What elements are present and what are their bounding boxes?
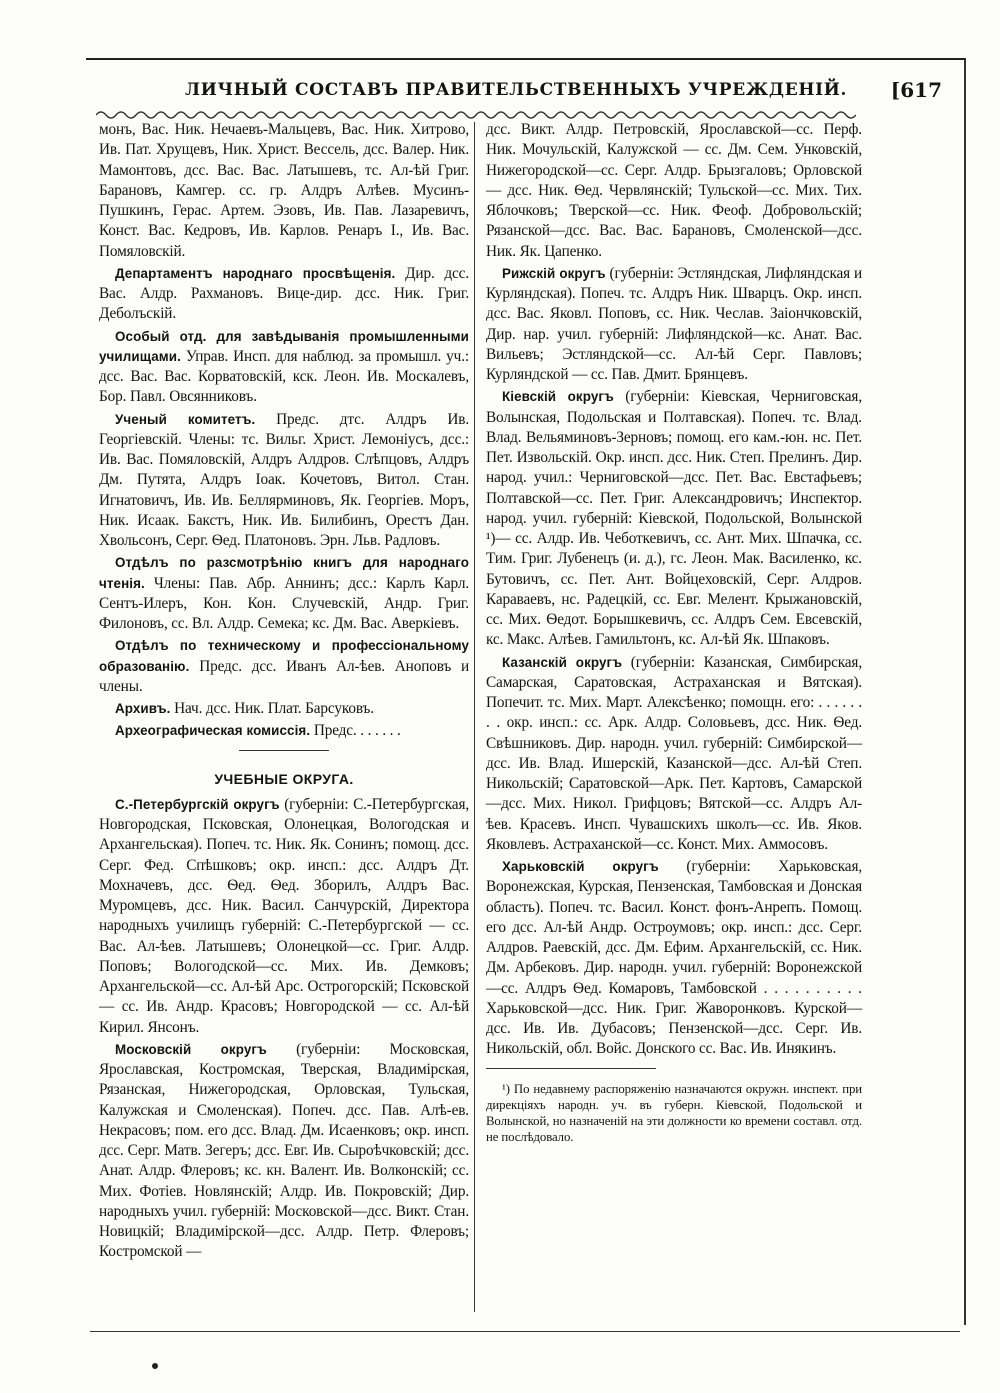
- left-column: [99, 120, 469, 1265]
- entry-heading: Архивъ.: [115, 701, 171, 716]
- entry-heading: Отдѣлъ по разсмотрѣнію книгъ для народнаго чтенія.: [99, 555, 469, 591]
- kiev-district: [486, 387, 862, 650]
- entry-text: (губерніи: Московская, Ярославская, Костромская, Тверская, Владимірская, Рязанская, Нижегородская, Орловская, Тульская, Калужская и Смоленская). Попеч. дсс. Пав. Алѣ-ев. Некрасовъ; пом. его дсс. Влад. Дм. Исаенковъ; окр. инсп. дсс. Серг. Матв. Зегеръ; дсс. Евг. Ив. Сыроѣчковскій; дсс. Анат. Алдр. Флеровъ; кс. кн. Валент. Ив. Волконскій; сс. Мих. Фотiев. Новлянскій; Алдр. Ив. Покровскій; Дир. народныхъ учил. губерній: Московской—дсс. Викт. Стан. Новицкій; Владимірской—дсс. Алдр. Петр. Флеровъ; Костромской —: [99, 1040, 469, 1261]
- entry-heading: Особый отд. для завѣдыванія промышленными училищами.: [99, 328, 469, 364]
- entry-heading: Отдѣлъ по техническому и профессiональному образованiю.: [99, 638, 469, 674]
- entry-heading: Рижскій округъ: [502, 265, 606, 281]
- entry-heading: Харьковскій округъ: [502, 859, 659, 874]
- department-public-education: [99, 264, 469, 325]
- popular-reading-books-department: [99, 553, 469, 634]
- archive: [99, 699, 469, 719]
- running-header: [90, 72, 948, 110]
- entry-text: Управ. Инсп. для наблюд. за промышл. уч.: дсс. Вас. Вас. Корватовскій, кск. Леон. Ив. Москалевъ, Бор. Павл. Овсянниковъ.: [99, 347, 469, 406]
- right-column: [486, 120, 862, 1158]
- entry-text: Дир. дсс. Вас. Алдр. Рахмановъ. Вице-дир. дсс. Ник. Григ. Деболъскій.: [99, 264, 469, 323]
- scientific-committee: [99, 410, 469, 552]
- archaeographic-commission: [99, 721, 469, 741]
- page-number: [617: [890, 78, 942, 102]
- moscow-district: [99, 1040, 469, 1263]
- st-petersburg-district: [99, 795, 469, 1038]
- column-divider: [474, 122, 475, 1312]
- riga-district: [486, 264, 862, 386]
- entry-text: Нач. дсс. Ник. Плат. Барсуковъ.: [170, 700, 374, 717]
- ministry-council-members-continued: монъ, Вас. Ник. Нечаевъ-Мальцевъ, Вас. Ник. Хитрово, Ив. Пат. Хрущевъ, Ник. Христ. Вессель, дсс. Валер. Ник. Мамонтовъ, дсс. Вас. Вас. Латышевъ, тс. Ал-ѣй Григ. Барановъ, Камгер. сс. гр. Алдръ Алѣев. Мусинъ-Пушкинъ, Герас. Артем. Эзовъ, Ив. Пав. Лазаревичъ, Конст. Вас. Кедровъ, Ив. Карлов. Ренаръ I., Ив. Вас. Помяловскій.: [99, 121, 469, 260]
- entry-heading: С.-Петербургскій округъ: [115, 796, 280, 812]
- entry-text: (губерніи: Кіевская, Черниговская, Волынская, Подольская и Полтавская). Попеч. тс. Влад. Влад. Вельяминовъ-Зерновъ; помощ. его кам.-юн. нс. Пет. Пет. Извольскій. Окр. инсп. дсс. Ник. Степ. Прелинъ. Дир. народ. учил.: Черниговской—дсс. Пет. Вас. Евстафьевъ; Полтавской—сс. Пет. Григ. Александровичъ; Инспектор. народ. учил. губерній: Кіевской, Подольской, Волынской ¹)— сс. Алдр. Ив. Чеботкевичъ, сс. Ант. Мих. Шпачка, сс. Тим. Григ. Лубенецъ (и. д.), гс. Леон. Мак. Василенко, кс. Бутовичъ, сс. Пет. Ант. Войцеховскій, Серг. Алдров. Караваевъ, нс. Радецкій, сс. Евг. Мелент. Крыжановскій, сс. Мих. Ѳедот. Борышкевичъ, сс. Алдръ Сем. Евсевскій, кс. Макс. Алѣев. Гамильтонъ, кс. Ал-ѣй Як. Шпаковъ.: [486, 388, 862, 649]
- entry-text: (губерніи: Харьковская, Воронежская, Курская, Пензенская, Тамбовская и Донская область). Попеч. тс. Васил. Конст. фонъ-Анрепъ. Помощ. его дсс. Ал-ѣй Андр. Остроумовъ; окр. инсп.: дсс. Серг. Алдров. Раевскій, дсс. Дм. Ефим. Архангельскій, сс. Ник. Дм. Арбековъ. Дир. народн. учил. губерній: Воронежской—сс. Алдръ Ѳед. Комаровъ, Тамбовской . . . . . . . . . . Харьковской—дсс. Ник. Григ. Жаворонковъ. Курской—дсс. Ив. Ив. Дубасовъ; Пензенской—дсс. Серг. Ив. Никольскій, обл. Войс. Донского сс. Вас. Ив. Инякинъ.: [486, 858, 863, 1058]
- entry-heading: Кіевскій округъ: [502, 389, 614, 405]
- kharkov-district: [486, 857, 862, 1060]
- entry-heading: Московскій округъ: [115, 1041, 267, 1057]
- industrial-schools-department: [99, 327, 469, 408]
- entry-text: Предс. дсс. Иванъ Ал-ѣев. Аноповъ и члены.: [99, 657, 469, 695]
- entry-text: Члены: Пав. Абр. Аннинъ; дсс.: Карлъ Карл. Сентъ-Илеръ, Кон. Кон. Случевскій, Андр. Григ. Филоновъ, сс. Вл. Алдр. Семека; кс. Дм. Вас. Аверкіевъ.: [99, 574, 469, 632]
- section-divider-rule: [239, 750, 329, 751]
- section-heading: УЧЕБНЫЕ ОКРУГА.: [214, 770, 354, 787]
- entry-heading: Археографическая комиссія.: [115, 723, 311, 739]
- entry-text: (губерніи: Эстляндская, Лифляндская и Курляндская). Попеч. тс. Алдръ Ник. Шварцъ. Окр. инсп. дсс. Вас. Яковл. Поповъ, сс. Ник. Чеслав. Заіончковскій, Дир. нар. учил. губерній: Лифляндской—кс. Анат. Вас. Вильевъ; Эстляндской—сс. Ал-ѣй Серг. Павловъ; Курляндской — сс. Пав. Дмит. Брянцевъ.: [486, 264, 863, 383]
- entry-text: (губерніи: С.-Петербургская, Новгородская, Псковская, Олонецкая, Вологодская и Архангельская). Попеч. тс. Ник. Як. Сонинъ; помощ. дсс. Серг. Фед. Спѣшковъ; окр. инсп.: дсс. Алдръ Дт. Мохначевъ, дсс. Ѳед. Ѳед. Зборилъ, Алдръ Вас. Муромцевъ, дсс. Ник. Васил. Санчурскій, Директора народныхъ училищъ губерній: С.-Петербургской — сс. Вас. Ал-ѣев. Латышевъ; Олонецкой—сс. Григ. Алдр. Поповъ; Вологодской—сс. Мих. Ив. Демковъ; Архангельской—сс. Ал-ѣй Арс. Острогорскій; Псковской — сс. Ив. Андр. Красовъ; Новгородской — сс. Ал-ѣй Кирил. Янсонъ.: [99, 795, 470, 1036]
- print-speck: [152, 1363, 158, 1369]
- entry-text: Предс. . . . . . .: [310, 722, 401, 740]
- kazan-district: [486, 653, 862, 856]
- footnote: ¹) По недавнему распоряженію назначаются окружн. инспект. при дирекціяхъ народн. уч. въ губерн. Кіевской, Подольской и Волынской, но назначеній на эти должности ко времени составл. отд. не послѣдовало.: [486, 1082, 862, 1145]
- footnote-rule: [486, 1068, 656, 1069]
- bottom-rule: [90, 1331, 960, 1332]
- moscow-district-continued: дсс. Викт. Алдр. Петровскій, Ярославской—сс. Перф. Ник. Мочульскій, Калужской — сс. Дм. Сем. Унковскій, Нижегородской—сс. Серг. Алдр. Брызгаловъ; Орловской — дсс. Ник. Ѳед. Червлянскій; Тульской—сс. Мих. Тих. Яблочковъ; Тверской—сс. Ник. Феоф. Добровольскій; Рязанской—дсс. Вас. Вас. Барановъ, Смоленской—дсс. Ник. Як. Цапенко.: [486, 121, 862, 260]
- entry-heading: Ученый комитетъ.: [115, 411, 256, 427]
- entry-text: (губерніи: Казанская, Симбирская, Самарская, Саратовская, Астраханская и Вятская). Попечит. тс. Мих. Март. Алексѣенко; помощн. его: . . . . . . . . окр. инсп.: сс. Арк. Алдр. Соловьевъ, дсс. Ник. Ѳед. Свѣшниковъ. Дир. народн. учил. губерній: Симбирской—дсс. Ив. Влад. Ишерскій, Казанской—дсс. Ал-ѣй Степ. Никольскій; Саратовской—Арк. Пет. Картовъ, Самарской—дсс. Мих. Никол. Грифцовъ; Вятской—сс. Алдръ Ал-ѣев. Красевъ. Инсп. Чувашскихъ школъ—сс. Ив. Яков. Яковлевъ. Астраханской—сс. Конст. Мих. Аммосовъ.: [486, 653, 862, 853]
- entry-text: Предс. дтс. Алдръ Ив. Георгіевскій. Члены: тс. Вильг. Христ. Лемонiусъ, дсс.: Ив. Вас. Помяловскій, Алдръ Алдров. Слѣпцовъ, Алдръ Дм. Путята, Алдръ Іоак. Кочетовъ, Витол. Стан. Игнатовичъ, Ив. Ив. Беллярминовъ, Як. Георгіев. Моръ, Ник. Исаак. Бакстъ, Ник. Ив. Билибинъ, Орестъ Дан. Хвольсонъ, Серг. Ѳед. Платоновъ. Эрн. Льв. Радловъ.: [99, 410, 470, 549]
- entry-heading: Казанскій округъ: [502, 654, 623, 670]
- running-title: ЛИЧНЫЙ СОСТАВЪ ПРАВИТЕЛЬСТВЕННЫХЪ УЧРЕЖДЕНІЙ.: [185, 80, 848, 100]
- entry-heading: Департаментъ народнаго просвѣщенія.: [115, 265, 396, 281]
- technical-education-department: [99, 636, 469, 697]
